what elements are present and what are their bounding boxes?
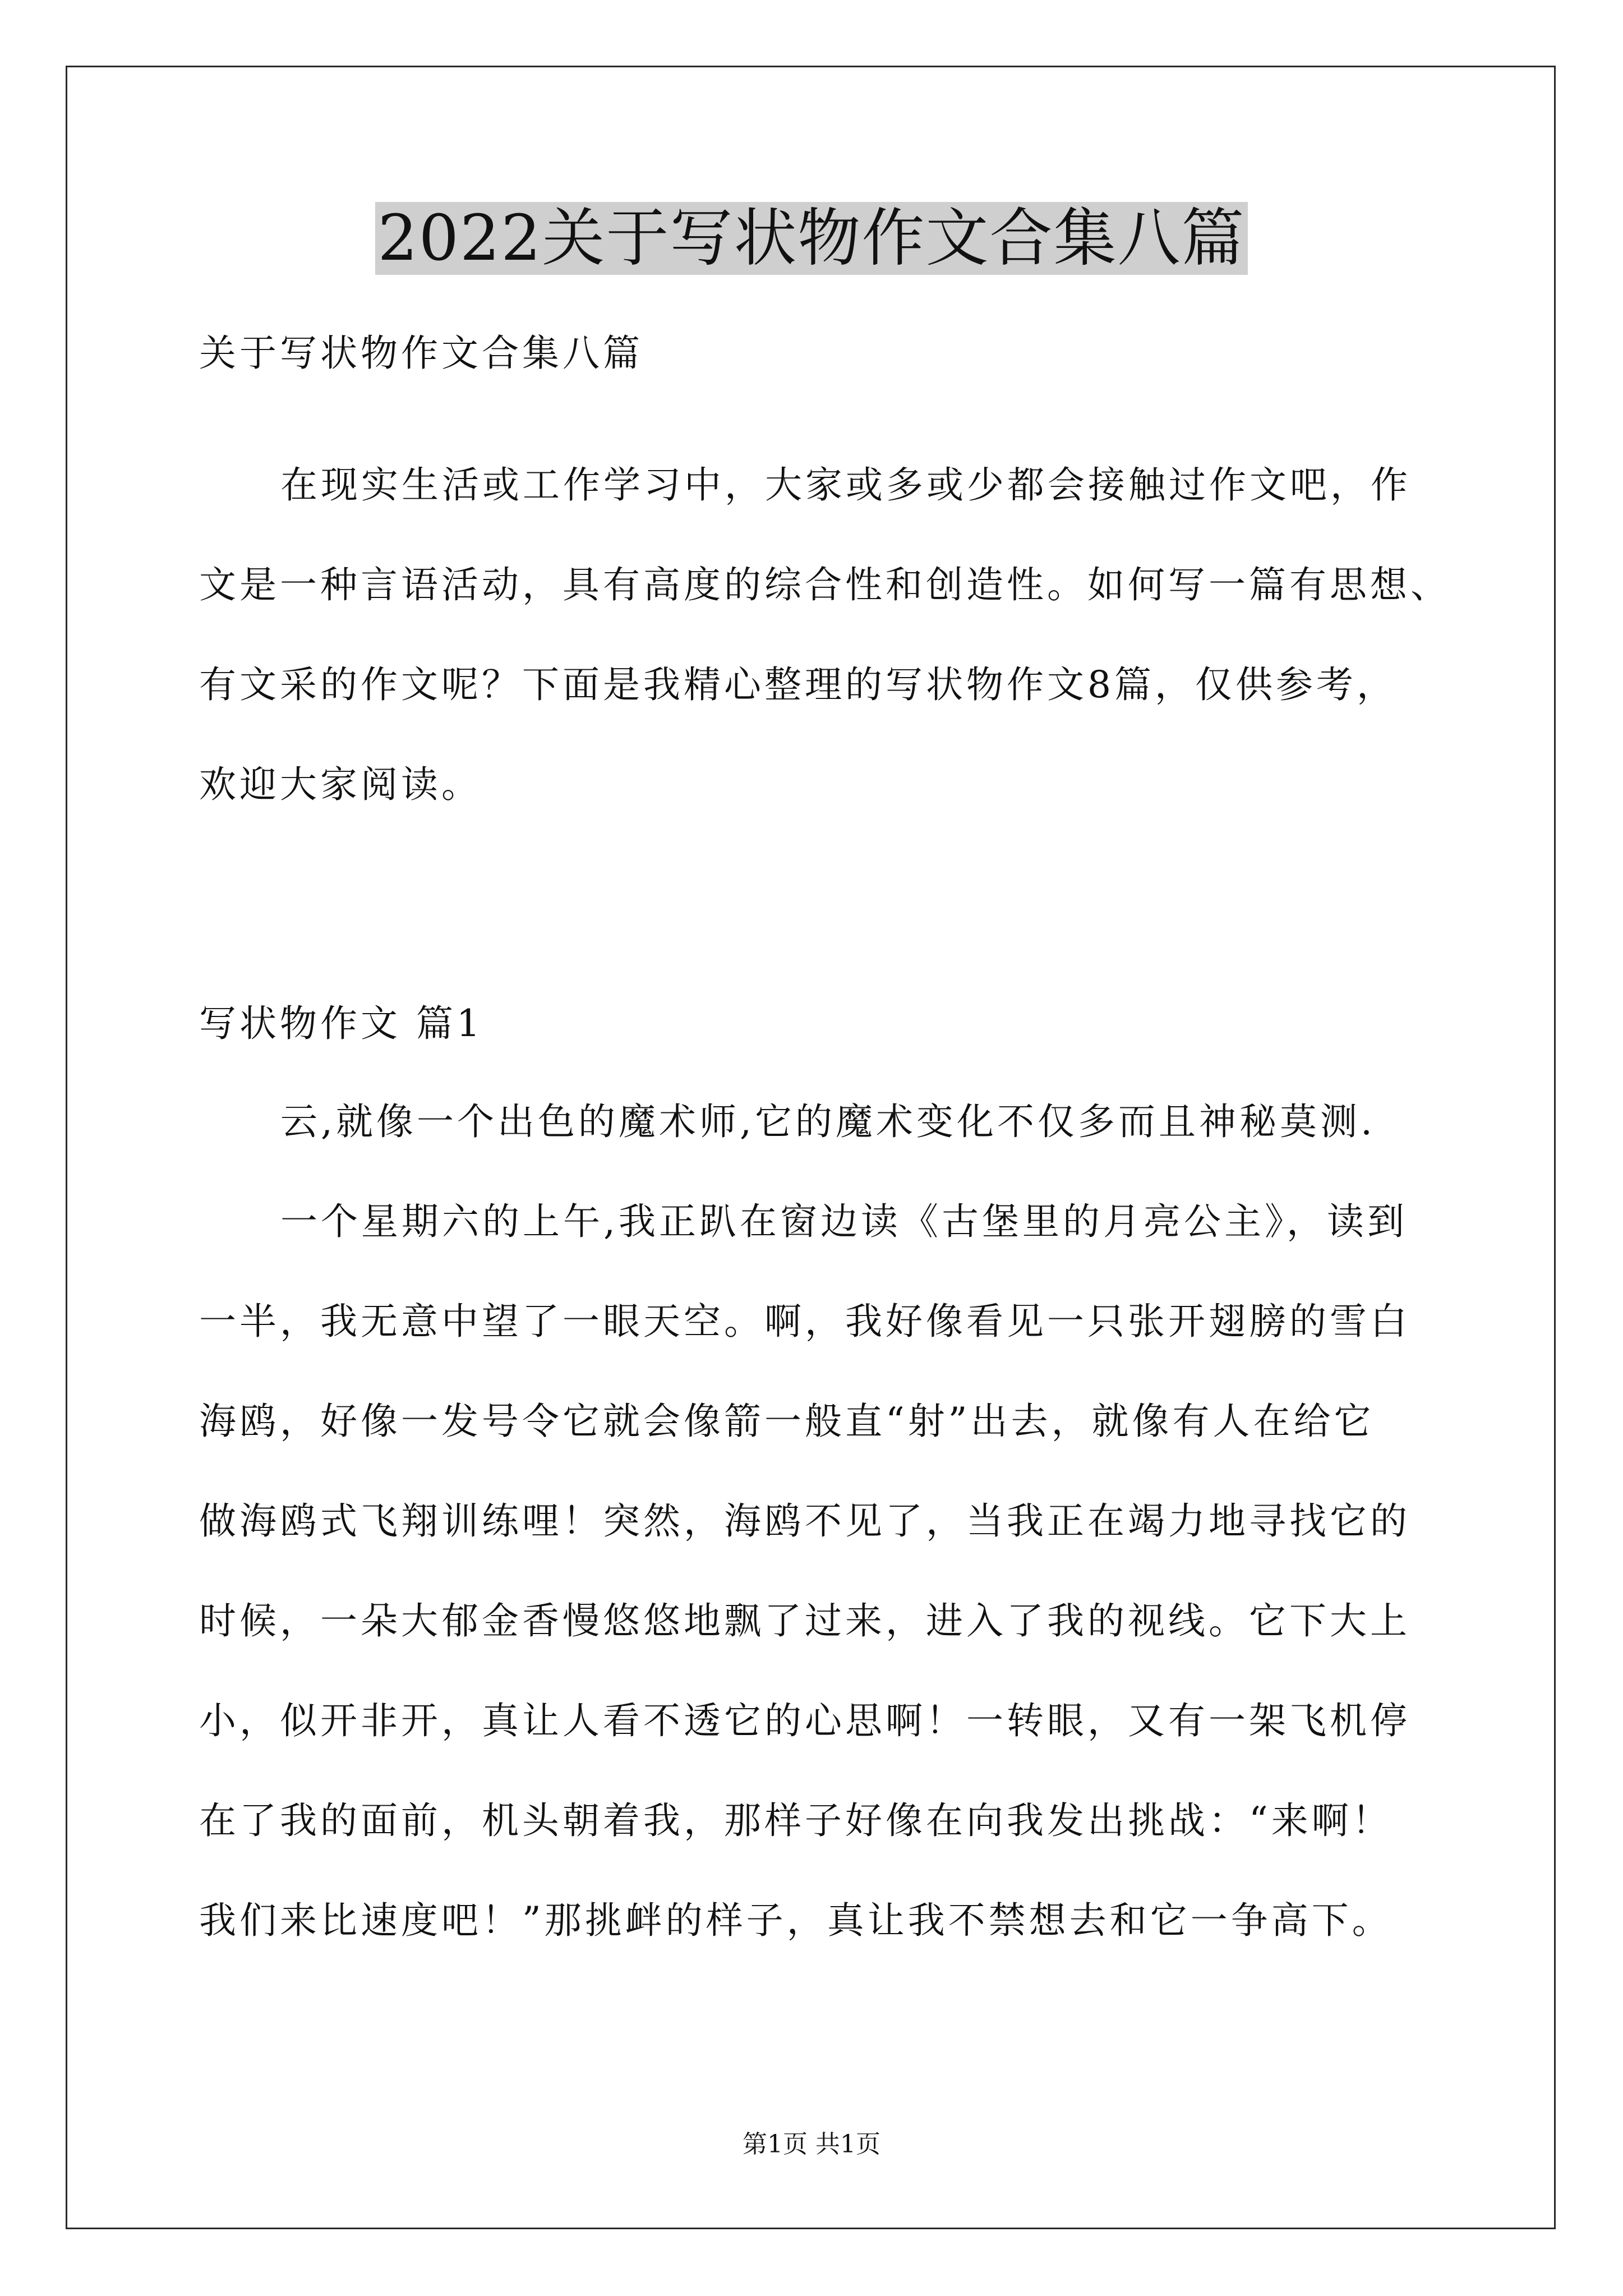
intro-line: 有文采的作文呢？下面是我精心整理的写状物作文8篇，仅供参考， bbox=[199, 663, 1397, 706]
body-line: 做海鸥式飞翔训练哩！突然，海鸥不见了，当我正在竭力地寻找它的 bbox=[199, 1499, 1410, 1543]
document-subtitle: 关于写状物作文合集八篇 bbox=[199, 332, 643, 375]
intro-line: 欢迎大家阅读。 bbox=[199, 763, 482, 806]
document-title: 2022关于写状物作文合集八篇 bbox=[0, 199, 1623, 278]
body-line: 时候，一朵大郁金香慢悠悠地飘了过来，进入了我的视线。它下大上 bbox=[199, 1599, 1410, 1642]
body-line: 一个星期六的上午,我正趴在窗边读《古堡里的月亮公主》，读到 bbox=[280, 1200, 1408, 1243]
body-line: 海鸥，好像一发号令它就会像箭一般直“射”出去，就像有人在给它 bbox=[199, 1400, 1375, 1443]
intro-line: 在现实生活或工作学习中，大家或多或少都会接触过作文吧，作 bbox=[280, 463, 1411, 507]
body-line: 我们来比速度吧！”那挑衅的样子，真让我不禁想去和它一争高下。 bbox=[199, 1899, 1393, 1942]
intro-line: 文是一种言语活动，具有高度的综合性和创造性。如何写一篇有思想、 bbox=[199, 563, 1451, 606]
body-line: 一半，我无意中望了一眼天空。啊，我好像看见一只张开翅膀的雪白 bbox=[199, 1300, 1410, 1343]
body-line: 小，似开非开，真让人看不透它的心思啊！一转眼，又有一架飞机停 bbox=[199, 1699, 1410, 1742]
section-heading: 写状物作文 篇1 bbox=[199, 1002, 483, 1045]
body-line: 云,就像一个出色的魔术师,它的魔术变化不仅多而且神秘莫测. bbox=[280, 1100, 1376, 1143]
page-footer: 第1页 共1页 bbox=[743, 2130, 880, 2159]
body-line: 在了我的面前，机头朝着我，那样子好像在向我发出挑战：“来啊！ bbox=[199, 1799, 1393, 1842]
